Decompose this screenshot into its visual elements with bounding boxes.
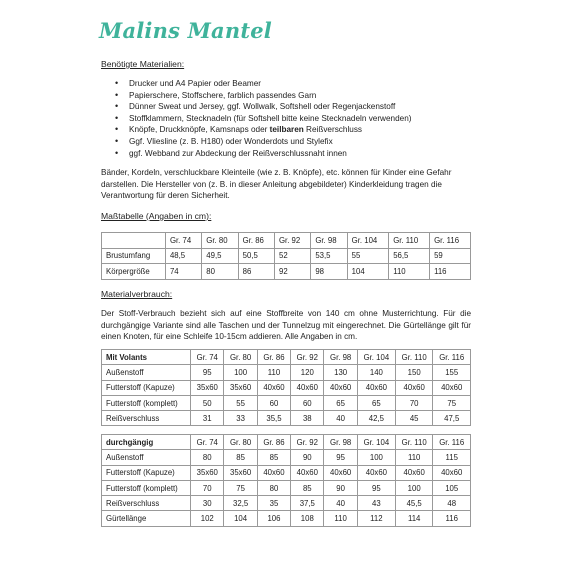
table-cell: 70 — [395, 395, 432, 410]
table-cell: 95 — [357, 480, 395, 495]
table-cell: 45,5 — [395, 496, 432, 511]
table-cell: 116 — [430, 264, 471, 280]
table-header-cell: Gr. 116 — [433, 350, 471, 365]
table-header-cell: Gr. 74 — [191, 350, 224, 365]
section-title: durchgängig — [102, 435, 191, 450]
table-cell: 40x60 — [291, 465, 324, 480]
row-label: Reißverschluss — [102, 496, 191, 511]
table-cell: 33 — [224, 411, 257, 426]
materials-item-text: Reißverschluss — [303, 125, 363, 135]
table-cell: 37,5 — [291, 496, 324, 511]
table-header-cell: Gr. 80 — [202, 233, 238, 249]
table-cell: 75 — [433, 395, 471, 410]
table-header-row — [102, 435, 471, 450]
table-cell: 105 — [433, 480, 471, 495]
table-cell: 40x60 — [357, 380, 395, 395]
table-cell: 85 — [224, 450, 257, 465]
table-cell: 55 — [347, 248, 389, 264]
table-cell: 40x60 — [433, 380, 471, 395]
row-label: Außenstoff — [102, 365, 191, 380]
table-cell: 85 — [257, 450, 290, 465]
table-cell: 110 — [324, 511, 357, 526]
materials-item-emphasis: teilbaren — [269, 125, 304, 135]
safety-note: Bänder, Kordeln, verschluckbare Kleinteile (wie z. B. Knöpfe), etc. können für Kinder eine Gefahr darstellen. Die Hersteller von (z. B. in dieser Anleitung abgebildeter) Kinderkleidung tragen die Verantwortung für deren Sicherheit. — [101, 168, 452, 201]
table-header-cell: Gr. 116 — [433, 435, 471, 450]
table-header-cell: Gr. 104 — [357, 350, 395, 365]
table-cell: 116 — [433, 511, 471, 526]
table-cell: 40 — [324, 496, 357, 511]
table-header-cell: Gr. 92 — [274, 233, 310, 249]
table-row — [102, 496, 471, 511]
table-cell: 40x60 — [291, 380, 324, 395]
table-header-cell: Gr. 104 — [357, 435, 395, 450]
size-table-heading: Maßtabelle (Angaben in cm): — [101, 211, 212, 221]
table-cell: 48,5 — [165, 248, 201, 264]
materials-heading: Benötigte Materialien: — [101, 59, 185, 69]
table-cell: 40x60 — [433, 465, 471, 480]
table-header-row — [102, 233, 471, 249]
table-cell: 80 — [191, 450, 224, 465]
table-header-cell: Gr. 80 — [224, 435, 257, 450]
table-cell: 35x60 — [224, 465, 257, 480]
table-cell: 112 — [357, 511, 395, 526]
table-cell — [102, 233, 166, 249]
table-row — [102, 365, 471, 380]
table-header-cell: Gr. 110 — [389, 233, 430, 249]
table-header-cell: Gr. 74 — [165, 233, 201, 249]
table-cell: 35x60 — [191, 465, 224, 480]
table-cell: 110 — [389, 264, 430, 280]
table-cell: 104 — [347, 264, 389, 280]
table-cell: 80 — [202, 264, 238, 280]
table-row — [102, 248, 471, 264]
table-header-cell: Gr. 92 — [291, 350, 324, 365]
table-cell: 120 — [291, 365, 324, 380]
table-header-cell: Gr. 110 — [395, 350, 432, 365]
table-cell: 43 — [357, 496, 395, 511]
table-cell: 48 — [433, 496, 471, 511]
table-header-cell: Gr. 104 — [347, 233, 389, 249]
table-header-row — [102, 350, 471, 365]
table-header-cell: Gr. 86 — [257, 435, 290, 450]
table-row — [102, 465, 471, 480]
row-label: Außenstoff — [102, 450, 191, 465]
table-cell: 108 — [291, 511, 324, 526]
table-cell: 53,5 — [311, 248, 347, 264]
table-cell: 100 — [357, 450, 395, 465]
table-header-cell: Gr. 98 — [324, 350, 357, 365]
table-cell: 40x60 — [324, 465, 357, 480]
table-cell: 65 — [357, 395, 395, 410]
table-cell: 86 — [238, 264, 274, 280]
table-cell: 30 — [191, 496, 224, 511]
table-cell: 60 — [257, 395, 290, 410]
table-row — [102, 380, 471, 395]
row-label: Gürtellänge — [102, 511, 191, 526]
table-cell: 102 — [191, 511, 224, 526]
table-cell: 42,5 — [357, 411, 395, 426]
table-cell: 55 — [224, 395, 257, 410]
table-cell: 90 — [291, 450, 324, 465]
table-row — [102, 395, 471, 410]
table-cell: 40x60 — [257, 380, 290, 395]
materials-item: • ggf. Webband zur Abdeckung der Reißverschlussnaht innen — [113, 148, 411, 160]
table-cell: 110 — [257, 365, 290, 380]
table-cell: 150 — [395, 365, 432, 380]
table-cell: 130 — [324, 365, 357, 380]
table-cell: 115 — [433, 450, 471, 465]
table-cell: 35 — [257, 496, 290, 511]
size-table — [101, 232, 471, 280]
table-cell: 52 — [274, 248, 310, 264]
table-cell: 114 — [395, 511, 432, 526]
table-cell: 80 — [257, 480, 290, 495]
table-cell: 49,5 — [202, 248, 238, 264]
table-header-cell: Gr. 80 — [224, 350, 257, 365]
table-cell: 75 — [224, 480, 257, 495]
row-label: Futterstoff (Kapuze) — [102, 380, 191, 395]
table-cell: 98 — [311, 264, 347, 280]
table-cell: 70 — [191, 480, 224, 495]
row-label: Futterstoff (komplett) — [102, 395, 191, 410]
materials-item: • Drucker und A4 Papier oder Beamer — [113, 78, 411, 90]
table-cell: 31 — [191, 411, 224, 426]
table-cell: 140 — [357, 365, 395, 380]
table-cell: 155 — [433, 365, 471, 380]
table-cell: 74 — [165, 264, 201, 280]
table-header-cell: Gr. 98 — [324, 435, 357, 450]
table-cell: 38 — [291, 411, 324, 426]
document-title: Malins Mantel — [99, 18, 272, 43]
table-header-cell: Gr. 74 — [191, 435, 224, 450]
table-cell: 92 — [274, 264, 310, 280]
row-label: Brustumfang — [102, 248, 166, 264]
materials-item: • Dünner Sweat und Jersey, ggf. Wollwalk, Softshell oder Regenjackenstoff — [113, 101, 411, 113]
consumption-table-durchgaengig — [101, 434, 471, 527]
table-cell: 95 — [324, 450, 357, 465]
table-row — [102, 450, 471, 465]
table-cell: 110 — [395, 450, 432, 465]
section-title: Mit Volants — [102, 350, 191, 365]
table-cell: 40x60 — [257, 465, 290, 480]
table-cell: 32,5 — [224, 496, 257, 511]
table-cell: 100 — [224, 365, 257, 380]
table-cell: 47,5 — [433, 411, 471, 426]
table-cell: 35x60 — [224, 380, 257, 395]
table-cell: 56,5 — [389, 248, 430, 264]
table-header-cell: Gr. 110 — [395, 435, 432, 450]
materials-item: • Ggf. Vliesline (z. B. H180) oder Wonderdots und Stylefix — [113, 136, 411, 148]
materials-item: • Papierschere, Stoffschere, farblich passendes Garn — [113, 90, 411, 102]
materials-list — [113, 78, 411, 159]
consumption-heading: Materialverbrauch: — [101, 289, 173, 299]
table-cell: 50 — [191, 395, 224, 410]
table-cell: 104 — [224, 511, 257, 526]
table-row — [102, 511, 471, 526]
table-cell: 60 — [291, 395, 324, 410]
table-cell: 100 — [395, 480, 432, 495]
table-cell: 40 — [324, 411, 357, 426]
table-row — [102, 480, 471, 495]
table-cell: 95 — [191, 365, 224, 380]
materials-item-text: Knöpfe, Druckknöpfe, Kamsnaps oder — [129, 125, 270, 135]
table-cell: 59 — [430, 248, 471, 264]
row-label: Futterstoff (Kapuze) — [102, 465, 191, 480]
table-header-cell: Gr. 86 — [238, 233, 274, 249]
table-cell: 35,5 — [257, 411, 290, 426]
materials-item: • Stoffklammern, Stecknadeln (für Softshell bitte keine Stecknadeln verwenden) — [113, 113, 411, 125]
table-header-cell: Gr. 86 — [257, 350, 290, 365]
materials-item — [113, 124, 411, 136]
consumption-intro: Der Stoff-Verbrauch bezieht sich auf eine Stoffbreite von 140 cm ohne Musterrichtung. Für die durchgängige Variante sind alle Taschen und der Tunnelzug mit eingerechnet. Die Gürtellänge gilt für einen Knoten, für eine Schleife 10-15cm addieren. Alle Angaben in cm. — [101, 309, 471, 342]
table-header-cell: Gr. 98 — [311, 233, 347, 249]
table-cell: 35x60 — [191, 380, 224, 395]
table-cell: 40x60 — [357, 465, 395, 480]
table-cell: 90 — [324, 480, 357, 495]
table-cell: 45 — [395, 411, 432, 426]
table-row — [102, 264, 471, 280]
row-label: Körpergröße — [102, 264, 166, 280]
table-header-cell: Gr. 116 — [430, 233, 471, 249]
table-cell: 40x60 — [324, 380, 357, 395]
table-cell: 65 — [324, 395, 357, 410]
consumption-table-volants — [101, 349, 471, 426]
table-cell: 40x60 — [395, 465, 432, 480]
table-cell: 106 — [257, 511, 290, 526]
row-label: Reißverschluss — [102, 411, 191, 426]
table-cell: 85 — [291, 480, 324, 495]
table-cell: 50,5 — [238, 248, 274, 264]
table-row — [102, 411, 471, 426]
row-label: Futterstoff (komplett) — [102, 480, 191, 495]
table-header-cell: Gr. 92 — [291, 435, 324, 450]
table-cell: 40x60 — [395, 380, 432, 395]
